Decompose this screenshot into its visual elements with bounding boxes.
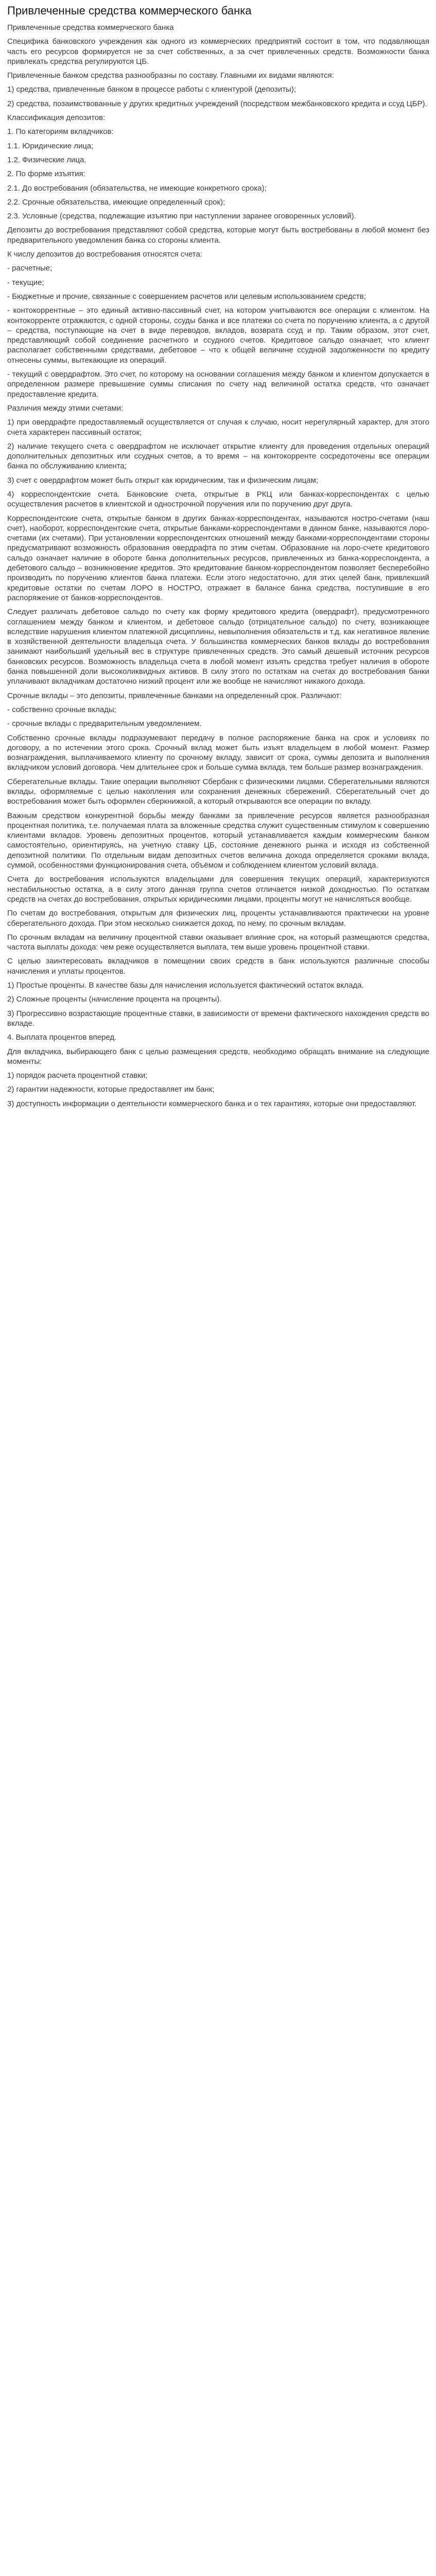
body-paragraph: Для вкладчика, выбирающего банк с целью размещения средств, необходимо обращать внимание на следующие моменты: (7, 1047, 429, 1066)
body-paragraph: 2.3. Условные (средства, подлежащие изъятию при наступлении заранее оговоренных условий). (7, 212, 356, 221)
body-paragraph: Классификация депозитов: (7, 113, 106, 123)
body-paragraph: - собственно срочные вклады; (7, 705, 116, 714)
document-page (0, 0, 436, 1109)
body-paragraph: 2. По форме изъятия: (7, 170, 85, 179)
body-paragraph: Срочные вклады – это депозиты, привлеченные банками на определенный срок. Различают: (7, 691, 342, 700)
body-paragraph: Депозиты до востребования представляют собой средства, которые могут быть востребованы в любой момент без предварительного уведомления банка со стороны клиента. (7, 226, 429, 245)
body-paragraph: - текущий с овердрафтом. Это счет, по которому на основании соглашения между банком и клиентом допускается в определенном размере превышение суммы списания по счету над величиной остатка средств, что означает предоставление кредита. (7, 370, 429, 399)
body-paragraph: Сберегательные вклады. Такие операции выполняют Сбербанк с физическими лицами. Сберегательными являются вклады, оформляемые с целью накопления или сохранения денежных сбережений. Сберегательный счет до востребования может быть оформлен сберкнижкой, а который открываются все операции по вкладу. (7, 777, 429, 806)
body-paragraph: - срочные вклады с предварительным уведомлением. (7, 719, 202, 728)
body-paragraph: 3) Прогрессивно возрастающие процентные ставки, в зависимости от времени фактического нахождения средств во вкладе. (7, 1009, 429, 1028)
body-paragraph: 1.2. Физические лица. (7, 155, 86, 164)
body-paragraph: Корреспондентские счета, открытые банком в других банках-корреспондентах, называются ностро-счетами (наш счет), наоборот, корреспондентские счета, открытые банками-корреспондентами в данном банке, называются лоро-счетами (их счетами). При установлении корреспондентских отношений между банками-корреспондентами стороны предусматривают возможность образования овердрафта по этим счетам. Образование на лоро-счете кредитового сальдо означает наличие в обороте банка дополнительных ресурсов, привлеченных из банка-корреспондента, а дебетового сальдо – возникновение кредитов. Это кредитование банком-корреспондентом позволяет бесперебойно производить по поручению клиентов банка платежи. Если этого недостаточно, для этих целей банк, привлекший кредитовые остатки по счетам ЛОРО в НОСТРО, отражает в балансе банка средства, поступившие в его распоряжение от банков-корреспондентов. (7, 514, 429, 602)
body-paragraph: Привлеченные банком средства разнообразны по составу. Главными их видами являются: (7, 71, 334, 80)
body-paragraph: Следует различать дебетовое сальдо по счету как форму кредитового кредита (овердрафт), предусмотренного соглашением между банком и клиентом, и дебетовое сальдо (отрицательное сальдо) по счету, возникающее вследствие нарушения клиентом платежной дисциплины, невыполнения обязательств и т.д. как негативное явление в хозяйственной деятельности владельца счета. У большинства коммерческих банков вклады до востребования занимают наибольший удельный вес в структуре привлеченных средств. Это самый дешевый источник ресурсов банковских ресурсов. Возможность владельца счета в любой момент изъять средства требует наличия в обороте банка повышенной доли высоколиквидных активов. В силу этого по остаткам на счетах до востребования банки уплачивают вкладчикам достаточно низкий процент или же вообще не начисляют никакого дохода. (7, 607, 429, 686)
body-paragraph: 1) средства, привлеченные банком в процессе работы с клиентурой (депозиты); (7, 85, 297, 94)
document-body (7, 23, 429, 1109)
body-paragraph: 1. По категориям вкладчиков: (7, 127, 114, 137)
body-paragraph: 2.1. До востребования (обязательства, не имеющие конкретного срока); (7, 183, 267, 193)
body-paragraph: Важным средством конкурентной борьбы между банками за привлечение ресурсов является разнообразная процентная политика, т.е. получаемая плата за вложенные средства служит существенным стимулом к совершению клиентами вкладов. Уровень депозитных процентов, который устанавливается каждым коммерческим банком самостоятельно, ориентируясь, на учетную ставку ЦБ, состояние денежного рынка и исходя из собственной депозитной политики. По отдельным видам депозитных счетов величина дохода определяется сроками вклада, суммой, особенностями функционирования счета, объёмом и соблюдением клиентом условий вклада. (7, 811, 429, 870)
body-paragraph: 1.1. Юридические лица; (7, 141, 94, 150)
body-paragraph: 4) корреспондентские счета. Банковские счета, открытые в РКЦ или банках-корреспондентах с целью осуществления расчетов в клиентской и однострочной поручения или по поручению друг друга. (7, 489, 429, 509)
body-paragraph: 3) счет с овердрафтом может быть открыт как юридическим, так и физическим лицам; (7, 476, 319, 485)
body-paragraph: Счета до востребования используются владельцами для совершения текущих операций, характеризуются нестабильностью остатка, а в силу этого данная группа счетов отличается низкой доходностью. По остаткам средств на счетах до востребования, открытых юридическими лицами, проценты могут не начисляться вообще. (7, 875, 429, 904)
body-paragraph: - расчетные; (7, 264, 53, 273)
body-paragraph: - Бюджетные и прочие, связанные с совершением расчетов или целевым использованием средств; (7, 292, 366, 301)
body-paragraph: 1) порядок расчета процентной ставки; (7, 1071, 148, 1080)
body-paragraph: Специфика банковского учреждения как одного из коммерческих предприятий состоит в том, что подавляющая часть его ресурсов формируется не за счет собственных, а за счет привлеченных средств. Возможности банка привлекать средства регулируются ЦБ. (7, 37, 429, 66)
body-paragraph: - текущие; (7, 278, 44, 287)
body-paragraph: 1) Простые проценты. В качестве базы для начисления используется фактический остаток вклада. (7, 981, 364, 990)
body-paragraph: 2.2. Срочные обязательства, имеющие определенный срок); (7, 197, 225, 207)
body-paragraph: 2) наличие текущего счета с овердрафтом не исключает открытие клиенту для проведения отдельных операций дополнительных депозитных или ссудных счетов, а то время – на контокорренте сосредоточены все операции банка по обслуживанию клиента; (7, 442, 429, 471)
body-paragraph: По срочным вкладам на величину процентной ставки оказывает влияние срок, на который размещаются средства, частота выплаты дохода: чем реже осуществляется выплата, тем выше уровень процентной ставки. (7, 933, 429, 952)
body-paragraph: По счетам до востребования, открытым для физических лиц, проценты устанавливаются практически на уровне сберегательного дохода. При этом несколько снижается доход, по нему, по срочным вкладам. (7, 909, 429, 928)
body-paragraph: 2) средства, позаимствованные у других кредитных учреждений (посредством межбанковского кредита и ссуд ЦБР). (7, 99, 427, 108)
body-paragraph: 1) при овердрафте предоставляемый осуществляется от случая к случаю, носит нерегулярный характер, для этого счета характерен пассивный остаток; (7, 418, 429, 437)
body-paragraph: 2) гарантии надежности, которые предоставляет им банк; (7, 1085, 215, 1094)
body-paragraph: 2) Сложные проценты (начисление процента на проценты). (7, 995, 222, 1004)
body-paragraph: Собственно срочные вклады подразумевают передачу в полное распоряжение банка на срок и условиях по договору, а по истечении этого срока. Срочный вклад может быть изъят владельцем в любой момент. Размер вознаграждения, выплачиваемого клиенту по срочному вкладу, зависит от срока, суммы депозита и выполнения вкладчиком условий договора. Чем длительнее срок и больше сумма вклада, тем больше размер вознаграждения. (7, 733, 429, 772)
body-paragraph: - контокоррентные – это единый активно-пассивный счет, на котором учитываются все операции с клиентом. На контокорренте отражаются, с одной стороны, ссуды банка и все платежи со счета по поручению клиента, а с другой – средства, поступающие на счет в виде переводов, вкладов, возврата ссуд и пр. Таким образом, этот счет, представляющий собой соединение расчетного и ссудного счетов. Кредитовое сальдо означает, что клиент располагает собственными средствами, дебетовое – что к общей величине ссудной задолженности по кредиту отнесены суммы, вытекающие из операций. (7, 306, 429, 365)
body-paragraph: 4. Выплата процентов вперед. (7, 1033, 117, 1042)
body-paragraph: Привлеченные средства коммерческого банка (7, 23, 174, 32)
body-paragraph: 3) доступность информации о деятельности коммерческого банка и о тех гарантиях, которые они предоставляют. (7, 1099, 417, 1108)
page-title: Привлеченные средства коммерческого банка (7, 4, 252, 17)
body-paragraph: Различия между этими счетами: (7, 403, 124, 413)
body-paragraph: К числу депозитов до востребования относятся счета: (7, 250, 202, 259)
body-paragraph: С целью заинтересовать вкладчиков в помещении своих средств в банк используются различные способы начисления и уплаты процентов. (7, 957, 429, 976)
